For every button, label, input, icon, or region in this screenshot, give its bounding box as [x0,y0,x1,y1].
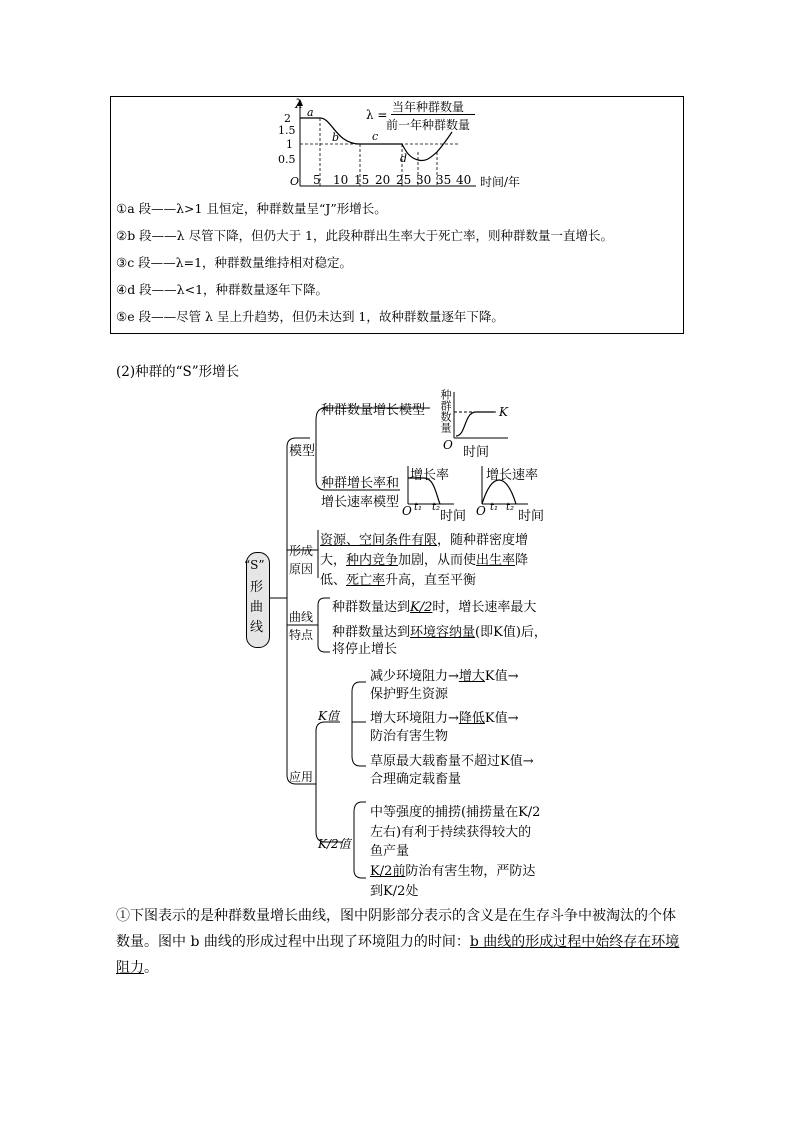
cause-text: 加剧，从而使 [398,553,477,568]
formula-denominator: 前一年种群数量 [386,118,471,132]
g2-title: 增长率 [410,468,450,483]
rate-model-label: 种群增长率和 [321,476,400,491]
x-tick: 30 [416,173,432,187]
box-line-1: ①a 段——λ>1 且恒定，种群数量呈“J”形增长。 [116,201,387,216]
x-tick: 15 [354,173,370,187]
cause-text: 出生率 [476,553,516,568]
g3-title: 增长速率 [486,468,539,483]
feature-label: 特点 [289,628,314,642]
cause-text: 资源、空间条件有限 [320,533,438,548]
cause-text: 低、 [320,573,347,588]
segment-label-d: d [400,152,408,165]
box-line-5: ⑤e 段——尽管 λ 呈上升趋势，但仍未达到 1，故种群数量逐年下降。 [116,309,504,324]
branch-line [316,722,340,784]
y-tick: 1 [286,138,293,151]
g3-x-label: 时间 [518,509,545,524]
cause-text: 大， [320,553,347,568]
g1-y-label: 种群数量 [439,389,452,433]
paragraph-answer: b 曲线的形成过程中始终存在环境阻力 [116,934,680,976]
x-tick: 10 [333,173,349,187]
g1-origin: O [443,438,453,452]
segment-label-c: c [372,130,379,143]
model-label: 模型 [289,444,316,459]
k-half-text: 中等强度的捕捞(捕捞量在K/2 [370,805,541,820]
bottom-paragraph [116,903,686,981]
g2-origin: O [402,504,412,518]
x-tick: 35 [436,173,452,187]
root-label: “S” [244,558,265,572]
root-label: 线 [250,620,264,635]
feature-text: (即K值)后， [475,625,547,640]
k-text: 保护野生资源 [370,687,449,702]
cause-label: 形成 [289,544,314,558]
feature-text: K/2 [410,600,433,615]
k-text: 草原最大载畜量不超过K值→ [370,754,534,769]
growth-speed-curve [482,480,516,504]
g2-t2: t₂ [432,502,441,513]
growth-model-label: 种群数量增长模型 [321,403,426,418]
x-tick: 20 [375,173,391,187]
branch-line [316,784,342,842]
cause-text: 升高，直至平衡 [385,573,477,588]
feature-text: 种群数量达到 [332,625,411,640]
y-tick: 0.5 [278,153,296,166]
k-text: 合理确定载畜量 [370,772,462,787]
rate-model-label: 增长速率模型 [321,495,400,510]
section-title: (2)种群的“S”形增长 [116,364,240,380]
k-half-label: K/2值 [318,837,351,851]
x-tick: 5 [313,173,321,187]
g1-x-label: 时间 [463,445,490,460]
feature-text: 将停止增长 [332,642,398,657]
x-tick: 25 [396,173,412,187]
box-line-3: ③c 段——λ=1，种群数量维持相对稳定。 [116,255,353,270]
cause-text: 降 [515,553,529,568]
cause-label: 原因 [289,562,314,576]
k-half-text: 防治有害生物，严防达 [405,864,536,879]
formula-numerator: 当年种群数量 [392,100,465,114]
feature-text: 种群数量达到 [332,600,411,615]
k-text: K值→ [484,711,519,726]
k-text: 防治有害生物 [370,729,449,744]
branch-line [354,802,366,812]
application-label: 应用 [289,770,314,784]
g1-k-label: K [499,405,508,419]
k-half-text: 鱼产量 [370,844,410,859]
x-tick: 40 [456,173,472,187]
origin-label: O [290,175,300,188]
branch-line [318,598,330,605]
branch-line [352,756,366,766]
feature-text: 环境容纳量 [410,625,476,640]
x-axis-label: 时间/年 [480,175,521,189]
k-text: 增大环境阻力→ [370,711,459,726]
k-text: 降低 [458,711,485,726]
root-label: 曲 [250,600,264,615]
k-half-text: 左右)有利于持续获得较大的 [370,825,532,840]
paragraph-text: ①下图表示的是种群数量增长曲线，图中阴影部分表示的含义是在生存斗争中被淘汰的个体数量。图中 b 曲线的形成过程中出现了环境阻力的时间： [116,908,676,950]
formula-lhs: λ = [366,108,388,122]
box-line-4: ④d 段——λ<1，种群数量逐年下降。 [116,282,329,297]
segment-label-a: a [307,106,314,119]
feature-label: 曲线 [289,610,314,624]
k-half-text: 到K/2处 [370,884,419,899]
g2-t1: t₁ [414,502,423,513]
k-text: 增大 [458,669,485,684]
paragraph-end: 。 [144,960,158,976]
g3-t1: t₁ [490,502,499,513]
box-line-2: ②b 段——λ 尽管下降，但仍大于 1，此段种群出生率大于死亡率，则种群数量一直增长。 [116,228,614,243]
branch-line [354,870,366,878]
k-text: 减少环境阻力→ [370,669,459,684]
root-label: 形 [250,580,264,595]
cause-text: ，随种群密度增 [437,533,529,548]
feature-text: 时，增长速率最大 [432,600,537,615]
y-axis-label: λ [295,97,303,111]
cause-text: 死亡率 [346,573,386,588]
g2-x-label: 时间 [440,509,467,524]
segment-label-b: b [332,131,340,144]
g3-origin: O [476,504,486,518]
k-text: K值→ [484,669,519,684]
y-tick: 2 [284,112,291,125]
y-tick: 1.5 [278,124,296,137]
cause-text: 种内竞争 [346,553,399,568]
k-value-label: K值 [318,709,339,723]
g3-t2: t₂ [506,502,515,513]
branch-line [352,682,366,692]
k-half-text: K/2前 [370,864,406,879]
branch-line [318,645,330,652]
s-curve [456,412,494,436]
